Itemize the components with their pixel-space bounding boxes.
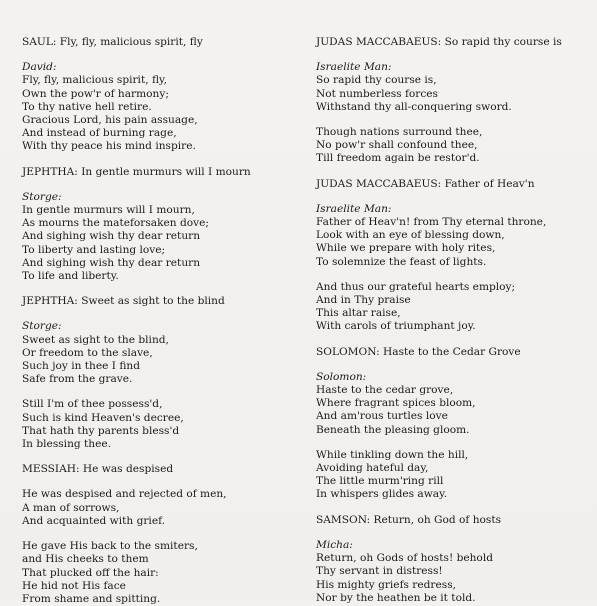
lyric-line: He gave His back to the smiters, — [22, 540, 198, 553]
lyric-line: Thy servant in distress! — [316, 565, 443, 578]
song-heading: MESSIAH: He was despised — [22, 463, 174, 476]
lyric-line: Sweet as sight to the blind, — [22, 333, 169, 346]
right-column — [316, 36, 591, 605]
lyric-line: Fly, fly, malicious spirit, fly, — [22, 74, 167, 87]
lyric-line: And am'rous turtles love — [316, 410, 448, 423]
lyric-line: Or freedom to the slave, — [22, 346, 153, 359]
lyric-line: As mourns the mateforsaken dove; — [22, 217, 209, 230]
spacer — [316, 114, 591, 126]
song-heading: SOLOMON: Haste to the Cedar Grove — [316, 345, 521, 358]
lyric-line: Father of Heav'n! from Thy eternal throne, — [316, 216, 547, 229]
lyric-line: The little murm'ring rill — [316, 475, 444, 488]
lyric-line: He hid not His face — [22, 579, 126, 592]
lyric-stanza — [316, 216, 591, 269]
lyric-line: Gracious Lord, his pain assuage, — [22, 114, 198, 127]
lyric-line: Return, oh Gods of hosts! behold — [316, 552, 493, 565]
lyric-line: With carols of triumphant joy. — [316, 320, 476, 333]
song-section — [22, 295, 292, 451]
spacer — [316, 437, 591, 449]
lyric-line: Till freedom again be restor'd. — [316, 152, 480, 165]
lyric-line: Safe from the grave. — [22, 373, 133, 386]
speaker-name: Storge: — [22, 190, 62, 203]
spacer — [316, 359, 591, 371]
speaker-name: Israelite Man: — [316, 61, 392, 74]
spacer — [22, 476, 292, 488]
spacer — [316, 334, 591, 346]
song-heading: JEPHTHA: Sweet as sight to the blind — [22, 295, 225, 308]
lyric-line: Haste to the cedar grove, — [316, 384, 454, 397]
speaker-name: Storge: — [22, 320, 62, 333]
spacer — [22, 386, 292, 398]
spacer — [22, 179, 292, 191]
spacer — [22, 283, 292, 295]
spacer — [22, 308, 292, 320]
lyric-line: Still I'm of thee possess'd, — [22, 398, 163, 411]
spacer — [316, 502, 591, 514]
lyric-line: And sighing wish thy dear return — [22, 256, 201, 269]
lyric-line: No pow'r shall confound thee, — [316, 139, 478, 152]
lyric-line: A man of sorrows, — [22, 501, 120, 514]
spacer — [22, 49, 292, 61]
song-section — [316, 514, 591, 605]
lyric-line: And sighing wish thy dear return — [22, 230, 201, 243]
speaker-name: Solomon: — [316, 370, 367, 383]
lyric-line: To life and liberty. — [22, 270, 119, 283]
spacer — [22, 528, 292, 540]
lyric-line: Though nations surround thee, — [316, 126, 483, 139]
lyric-line: To liberty and lasting love; — [22, 243, 166, 256]
lyric-line: While we prepare with holy rites, — [316, 242, 496, 255]
lyric-line: Such joy in thee I find — [22, 360, 141, 373]
lyric-line: And thus our grateful hearts employ; — [316, 280, 516, 293]
lyric-line: In blessing thee. — [22, 438, 112, 451]
lyric-line: Not numberless forces — [316, 87, 438, 100]
spacer — [22, 154, 292, 166]
lyric-stanza — [22, 74, 292, 153]
song-section — [316, 178, 591, 334]
lyric-line: His mighty griefs redress, — [316, 578, 456, 591]
left-column — [22, 36, 292, 606]
lyric-stanza — [316, 449, 591, 502]
song-section — [316, 346, 591, 502]
lyric-line: To thy native hell retire. — [22, 100, 152, 113]
song-heading: SAUL: Fly, fly, malicious spirit, fly — [22, 36, 203, 48]
lyric-line: To solemnize the feast of lights. — [316, 255, 487, 268]
lyric-line: With thy peace his mind inspire. — [22, 140, 196, 153]
lyric-line: And in Thy praise — [316, 294, 411, 307]
lyric-stanza — [316, 74, 591, 114]
lyric-line: Such is kind Heaven's decree, — [22, 411, 184, 424]
lyric-line: and His cheeks to them — [22, 553, 149, 566]
lyric-stanza — [316, 384, 591, 437]
lyric-stanza — [316, 126, 591, 166]
lyric-line: And instead of burning rage, — [22, 127, 177, 140]
lyric-line: Withstand thy all-conquering sword. — [316, 100, 512, 113]
lyric-line: In whispers glides away. — [316, 488, 448, 501]
lyric-line: Look with an eye of blessing down, — [316, 229, 505, 242]
lyric-line: While tinkling down the hill, — [316, 448, 469, 461]
lyric-line: Own the pow'r of harmony; — [22, 87, 169, 100]
spacer — [316, 191, 591, 203]
song-heading: JUDAS MACCABAEUS: Father of Heav'n — [316, 177, 535, 190]
lyric-stanza — [22, 488, 292, 528]
speaker-name: David: — [22, 61, 57, 74]
lyric-stanza — [22, 334, 292, 387]
speaker-name: Israelite Man: — [316, 202, 392, 215]
lyric-line: Where fragrant spices bloom, — [316, 397, 476, 410]
song-section — [22, 36, 292, 154]
song-section — [22, 463, 292, 606]
lyric-stanza — [316, 552, 591, 605]
lyric-line: So rapid thy course is, — [316, 74, 437, 87]
lyric-line: From shame and spitting. — [22, 592, 161, 605]
spacer — [22, 451, 292, 463]
spacer — [316, 166, 591, 178]
lyric-line: Avoiding hateful day, — [316, 462, 429, 475]
lyric-stanza — [22, 540, 292, 606]
lyric-line: He was despised and rejected of men, — [22, 488, 227, 501]
lyric-line: Nor by the heathen be it told. — [316, 591, 476, 604]
lyric-line: And acquainted with grief. — [22, 514, 165, 527]
speaker-name: Micha: — [316, 538, 353, 551]
lyric-line: That plucked off the hair: — [22, 566, 159, 579]
spacer — [316, 49, 591, 61]
song-section — [316, 36, 591, 166]
song-heading: JEPHTHA: In gentle murmurs will I mourn — [22, 165, 251, 178]
lyric-stanza — [316, 281, 591, 334]
lyric-line: In gentle murmurs will I mourn, — [22, 204, 195, 217]
lyric-stanza — [22, 398, 292, 451]
lyric-stanza — [22, 204, 292, 283]
song-heading: JUDAS MACCABAEUS: So rapid thy course is — [316, 36, 562, 48]
spacer — [316, 527, 591, 539]
lyric-line: That hath thy parents bless'd — [22, 424, 180, 437]
lyric-line: This altar raise, — [316, 307, 401, 320]
song-heading: SAMSON: Return, oh God of hosts — [316, 513, 502, 526]
song-section — [22, 166, 292, 284]
spacer — [316, 269, 591, 281]
lyric-line: Beneath the pleasing gloom. — [316, 423, 470, 436]
